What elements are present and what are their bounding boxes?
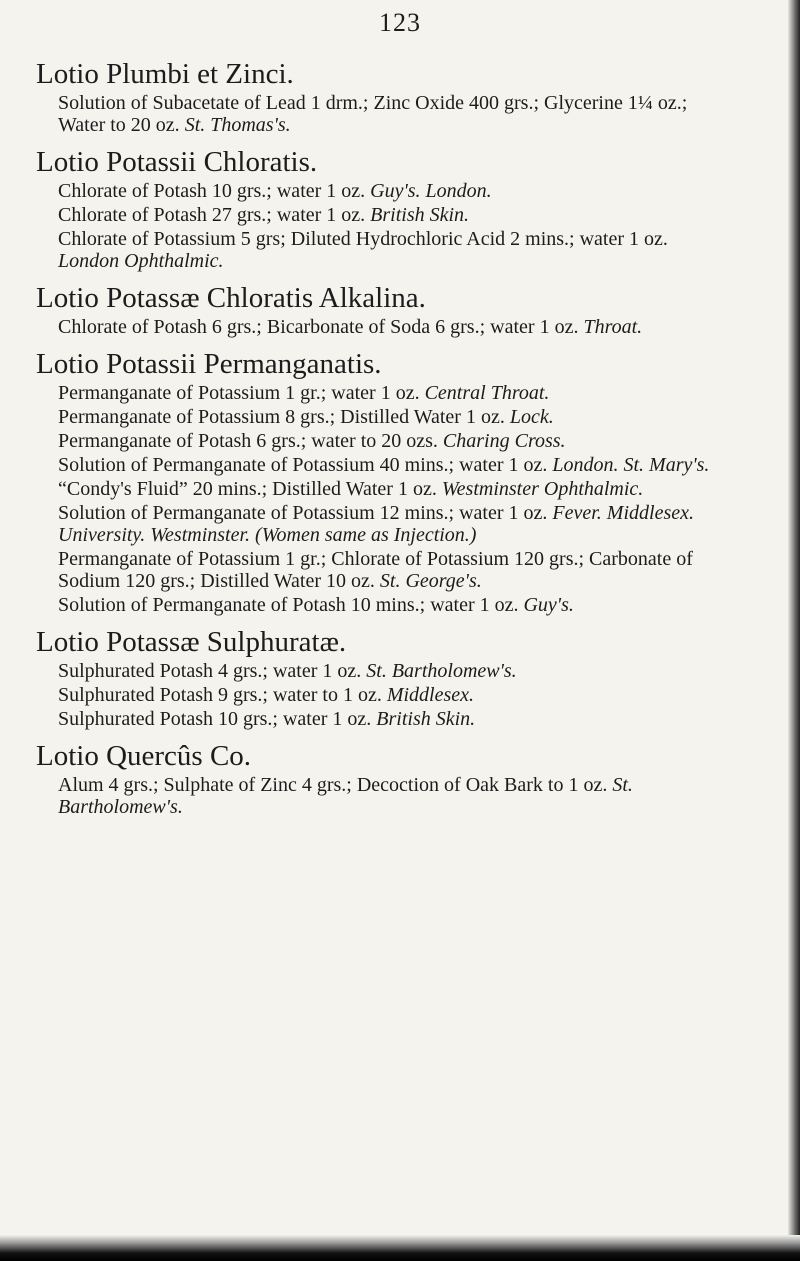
recipe-text: Chlorate of Potash 6 grs.; Bicarbonate of Soda 6 grs.; water 1 oz.	[58, 316, 579, 338]
recipe-source: Fever. Middlesex. University. Westminster. (Women same as Injection.)	[58, 502, 694, 546]
recipe-text: Permanganate of Potassium 1 gr.; Chlorate of Potassium 120 grs.; Carbonate of Sodium 120 grs.; Distilled Water 10 oz.	[58, 548, 693, 592]
recipe-entry	[36, 594, 726, 616]
recipe-entry	[36, 660, 726, 682]
recipe-text: Chlorate of Potash 27 grs.; water 1 oz.	[58, 204, 366, 226]
recipe-text: Permanganate of Potassium 1 gr.; water 1 oz.	[58, 382, 420, 404]
recipe-entry	[36, 454, 726, 476]
recipe-source: Lock.	[509, 406, 554, 428]
recipe-source: British Skin.	[376, 708, 476, 730]
recipe-source: Guy's.	[523, 594, 574, 616]
recipe-text: Alum 4 grs.; Sulphate of Zinc 4 grs.; Decoction of Oak Bark to 1 oz.	[58, 774, 608, 796]
section-heading: Lotio Potassii Chloratis.	[36, 146, 318, 178]
section-lotio-potassii-chloratis	[36, 146, 726, 272]
recipe-source: St. Bartholomew's.	[58, 774, 633, 818]
recipe-entry	[36, 478, 726, 500]
recipe-source: Charing Cross.	[442, 430, 566, 452]
recipe-entry	[36, 502, 726, 546]
recipe-entry	[36, 316, 726, 338]
recipe-text: Sulphurated Potash 10 grs.; water 1 oz.	[58, 708, 372, 730]
section-heading: Lotio Plumbi et Zinci.	[36, 58, 294, 90]
recipe-text: Solution of Permanganate of Potassium 12 mins.; water 1 oz.	[58, 502, 548, 524]
recipe-source: Westminster Ophthalmic.	[441, 478, 644, 500]
recipe-text: Sulphurated Potash 4 grs.; water 1 oz.	[58, 660, 362, 682]
recipe-source: Throat.	[583, 316, 643, 338]
section-heading: Lotio Potassii Permanganatis.	[36, 348, 382, 380]
recipe-source: London. St. Mary's.	[552, 454, 710, 476]
recipe-text: Chlorate of Potash 10 grs.; water 1 oz.	[58, 180, 366, 202]
recipe-entry	[36, 92, 726, 136]
recipe-text: Permanganate of Potash 6 grs.; water to 20 ozs.	[58, 430, 438, 452]
recipe-source: British Skin.	[370, 204, 470, 226]
recipe-entry	[36, 708, 726, 730]
recipe-entry	[36, 774, 726, 818]
recipe-entry	[36, 180, 726, 202]
section-lotio-quercus-co	[36, 740, 726, 818]
recipe-entry	[36, 406, 726, 428]
recipe-text: Sulphurated Potash 9 grs.; water to 1 oz.	[58, 684, 382, 706]
recipe-text: Chlorate of Potassium 5 grs; Diluted Hydrochloric Acid 2 mins.; water 1 oz.	[58, 228, 668, 250]
recipe-text: Permanganate of Potassium 8 grs.; Distilled Water 1 oz.	[58, 406, 505, 428]
recipe-entry	[36, 548, 726, 592]
recipe-text: Solution of Permanganate of Potash 10 mins.; water 1 oz.	[58, 594, 519, 616]
page-number: 123	[379, 8, 421, 37]
recipe-entry	[36, 684, 726, 706]
recipe-source: Middlesex.	[386, 684, 475, 706]
recipe-text: “Condy's Fluid” 20 mins.; Distilled Water 1 oz.	[58, 478, 437, 500]
section-lotio-plumbi-et-zinci	[36, 58, 726, 136]
section-heading: Lotio Potassæ Sulphuratæ.	[36, 626, 347, 658]
recipe-source: London Ophthalmic.	[58, 250, 224, 272]
recipe-entry	[36, 228, 726, 272]
recipe-source: St. Thomas's.	[184, 114, 291, 136]
section-lotio-potassae-sulphuratae	[36, 626, 726, 730]
page-content	[36, 58, 726, 828]
recipe-source: Central Throat.	[424, 382, 550, 404]
recipe-entry	[36, 382, 726, 404]
recipe-source: St. Bartholomew's.	[366, 660, 517, 682]
section-lotio-potassae-chloratis-alkalina	[36, 282, 726, 338]
section-heading: Lotio Potassæ Chloratis Alkalina.	[36, 282, 426, 314]
recipe-source: Guy's. London.	[370, 180, 492, 202]
recipe-source: St. George's.	[379, 570, 482, 592]
recipe-text: Solution of Permanganate of Potassium 40 mins.; water 1 oz.	[58, 454, 548, 476]
page-edge-shadow-right	[788, 0, 800, 1261]
section-heading: Lotio Quercûs Co.	[36, 740, 252, 772]
recipe-entry	[36, 204, 726, 226]
recipe-text: Solution of Subacetate of Lead 1 drm.; Zinc Oxide 400 grs.; Glycerine 1¼ oz.; Water to 20 oz.	[58, 92, 688, 136]
page-edge-shadow-bottom	[0, 1235, 800, 1261]
section-lotio-potassii-permanganatis	[36, 348, 726, 616]
recipe-entry	[36, 430, 726, 452]
